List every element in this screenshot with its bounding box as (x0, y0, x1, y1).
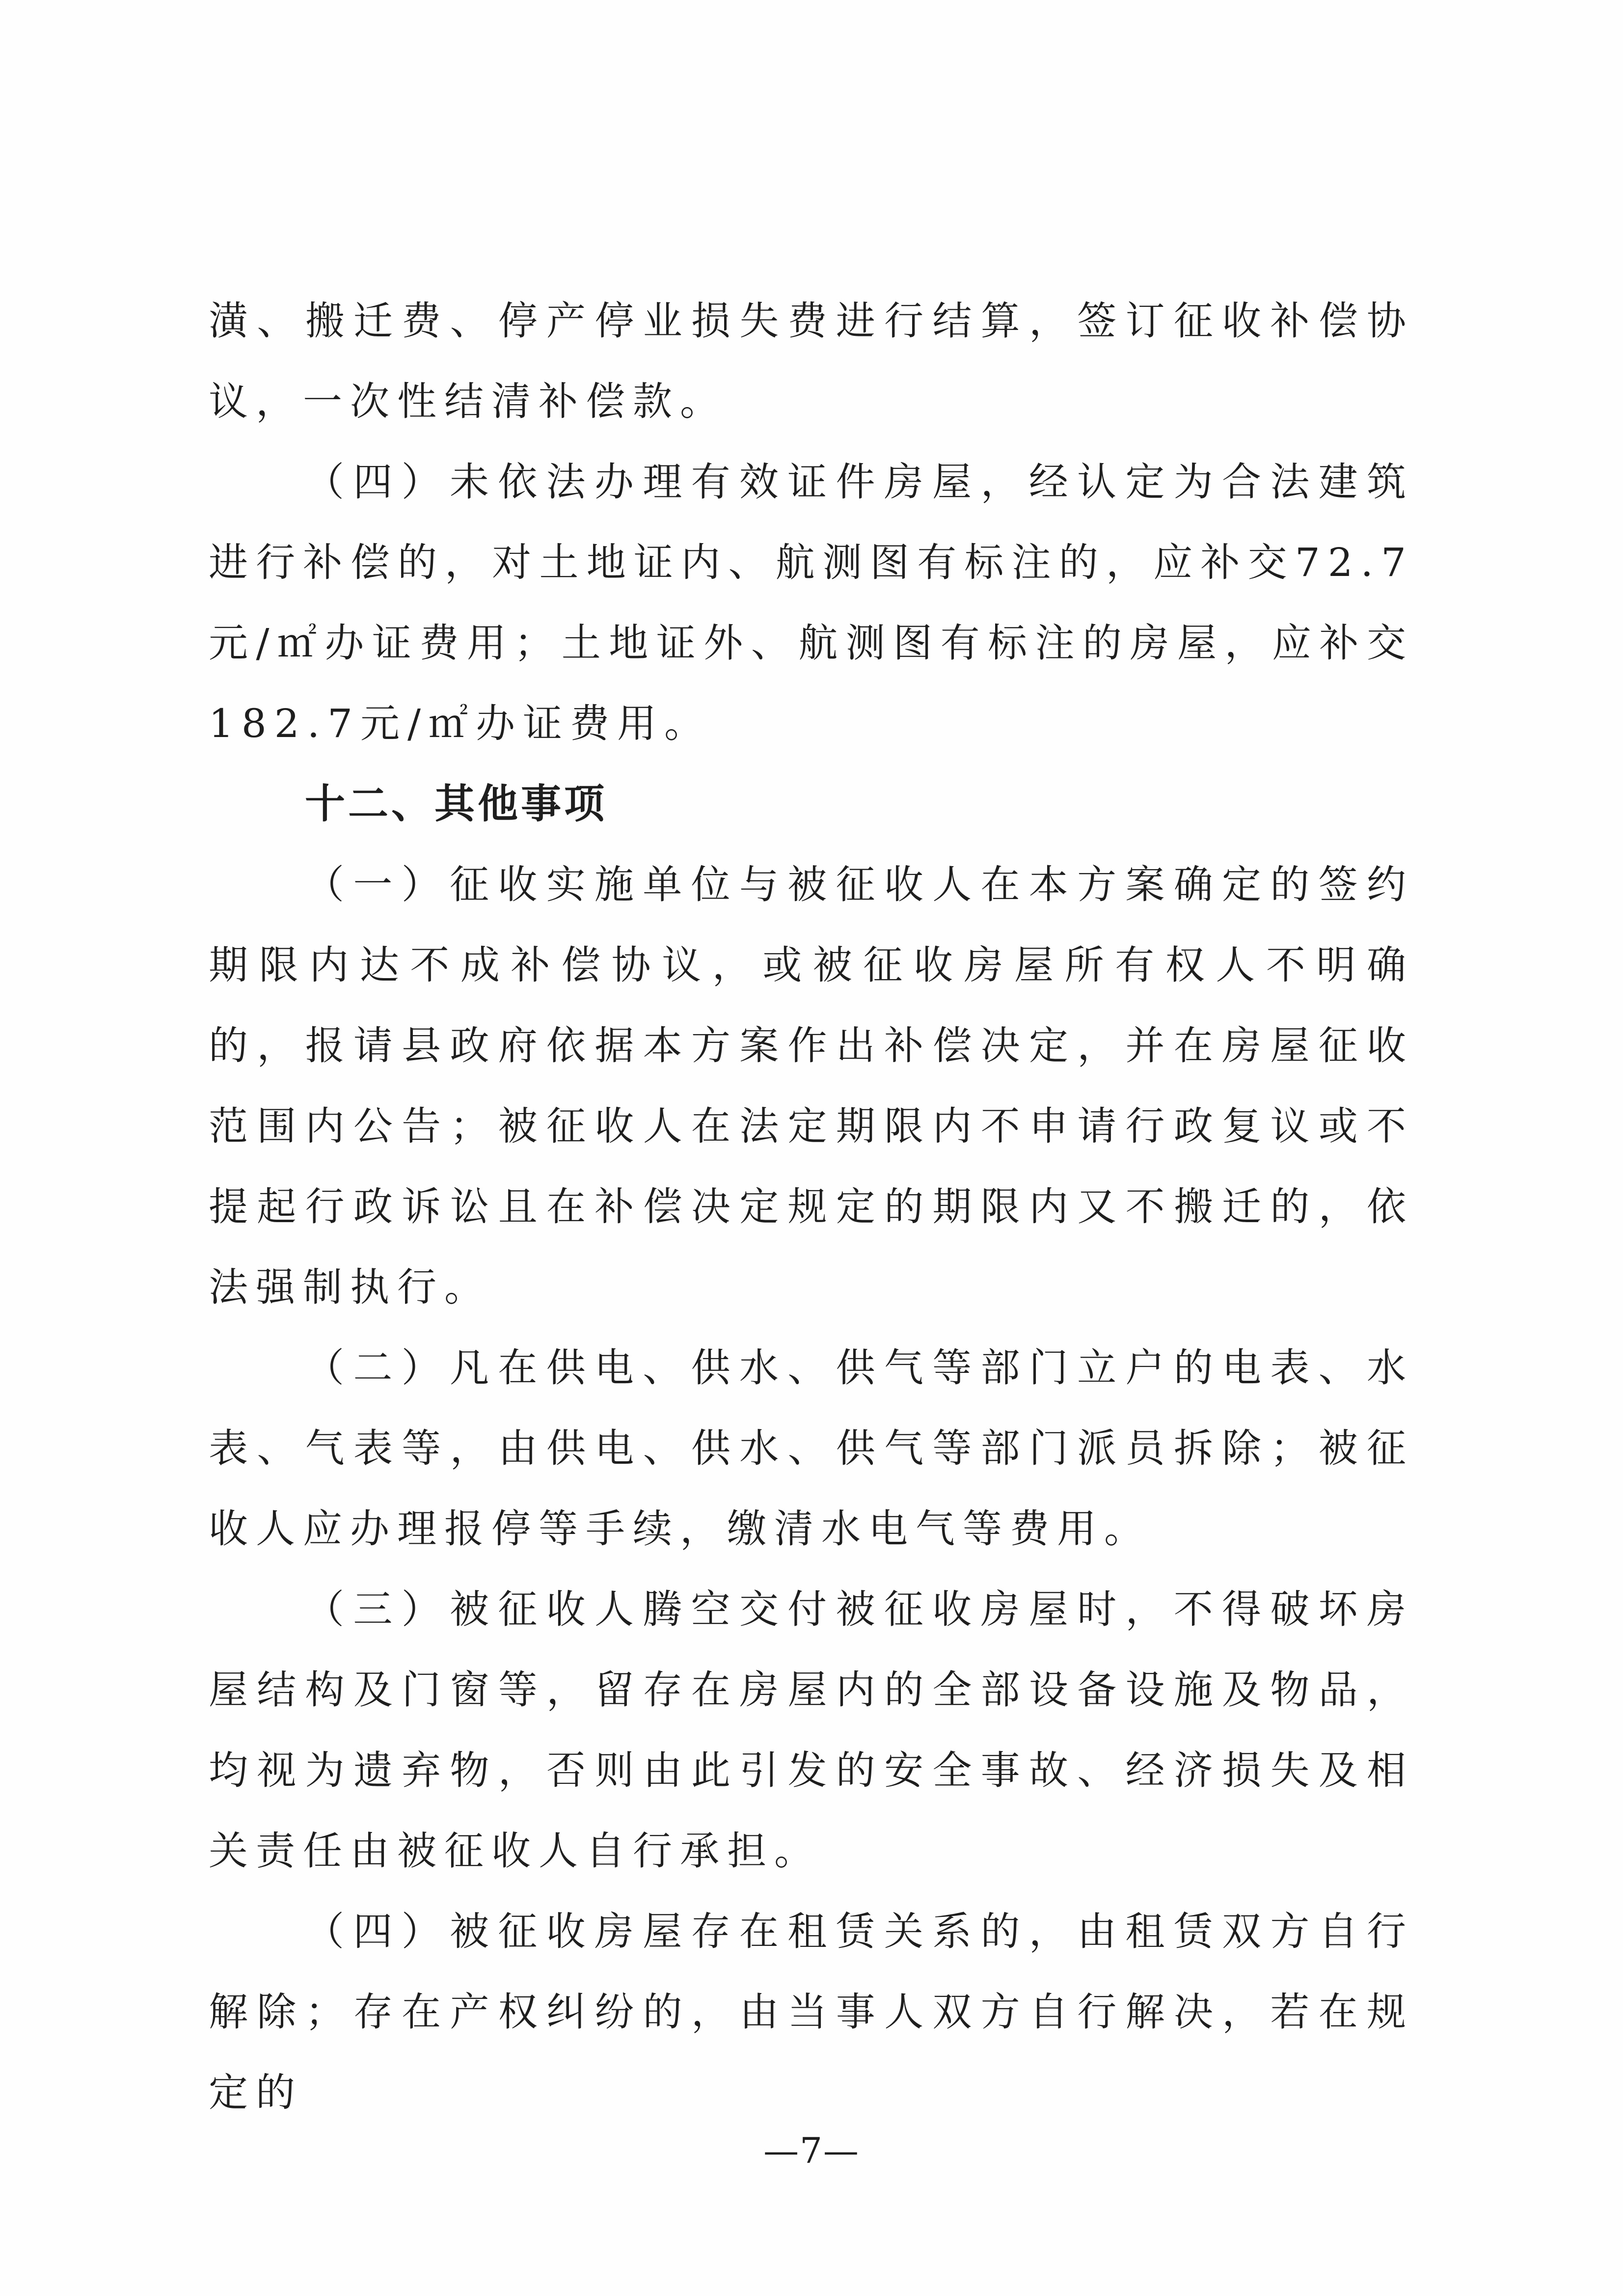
paragraph-continuation: 潢、搬迁费、停产停业损失费进行结算，签订征收补偿协议，一次性结清补偿款。 (209, 298, 1414, 424)
paragraph-item-1: （一）征收实施单位与被征收人在本方案确定的签约期限内达不成补偿协议，或被征收房屋所有权人不明确的，报请县政府依据本方案作出补偿决定，并在房屋征收范围内公告；被征收人在法定期限内不申请行政复议或不提起行政诉讼且在补偿决定规定的期限内又不搬迁的，依法强制执行。 (209, 862, 1414, 1310)
section-heading-twelve: 十二、其他事项 (305, 781, 608, 827)
page-number: —7— (763, 2130, 860, 2171)
paragraph-item-4-lease: （四）被征收房屋存在租赁关系的，由租赁双方自行解除；存在产权纠纷的，由当事人双方自行解决，若在规定的 (209, 1909, 1414, 2115)
document-body (209, 281, 1414, 2133)
paragraph-item-4: （四）未依法办理有效证件房屋，经认定为合法建筑进行补偿的，对土地证内、航测图有标注的，应补交72.7元/㎡办证费用；土地证外、航测图有标注的房屋，应补交182.7元/㎡办证费用。 (209, 459, 1414, 746)
paragraph-item-3: （三）被征收人腾空交付被征收房屋时，不得破坏房屋结构及门窗等，留存在房屋内的全部设备设施及物品，均视为遗弃物，否则由此引发的安全事故、经济损失及相关责任由被征收人自行承担。 (209, 1586, 1414, 1874)
paragraph-item-2: （二）凡在供电、供水、供气等部门立户的电表、水表、气表等，由供电、供水、供气等部门派员拆除；被征收人应办理报停等手续，缴清水电气等费用。 (209, 1345, 1414, 1552)
